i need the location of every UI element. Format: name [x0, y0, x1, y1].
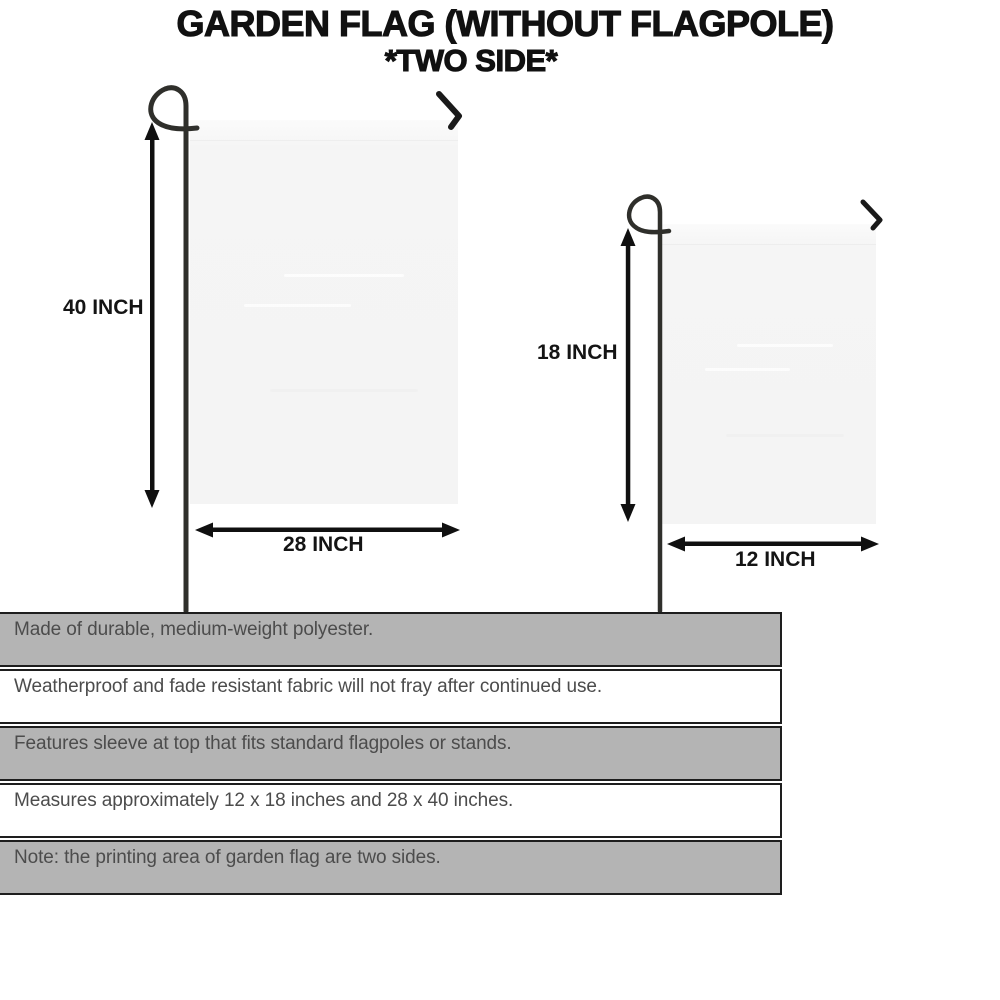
page-title: GARDEN FLAG (WITHOUT FLAGPOLE): [176, 3, 834, 44]
feature-table: [0, 612, 782, 897]
page-subtitle: *TWO SIDE*: [384, 43, 558, 78]
small-flagpole-icon: [629, 197, 669, 611]
large-flag-width-label: 28 INCH: [283, 533, 364, 556]
small-flag-height-label: 18 INCH: [537, 341, 618, 364]
large-flag-height-label: 40 INCH: [63, 296, 144, 319]
feature-text: Made of durable, medium-weight polyester.: [14, 619, 374, 640]
feature-row: [0, 783, 782, 838]
large-flagpole-icon: [151, 88, 197, 611]
feature-row: [0, 840, 782, 895]
large-height-arrow-icon: [145, 122, 160, 508]
feature-text: Weatherproof and fade resistant fabric will not fray after continued use.: [14, 676, 603, 697]
feature-row: [0, 726, 782, 781]
small-flag-hook-icon: [863, 202, 880, 228]
feature-text: Note: the printing area of garden flag are two sides.: [14, 847, 441, 868]
small-height-arrow-icon: [621, 228, 636, 522]
feature-row: [0, 669, 782, 724]
feature-text: Features sleeve at top that fits standard flagpoles or stands.: [14, 733, 512, 754]
feature-text: Measures approximately 12 x 18 inches and 28 x 40 inches.: [14, 790, 514, 811]
large-flag-hook-icon: [439, 94, 459, 127]
small-flag-width-label: 12 INCH: [735, 548, 816, 571]
feature-row: [0, 612, 782, 667]
